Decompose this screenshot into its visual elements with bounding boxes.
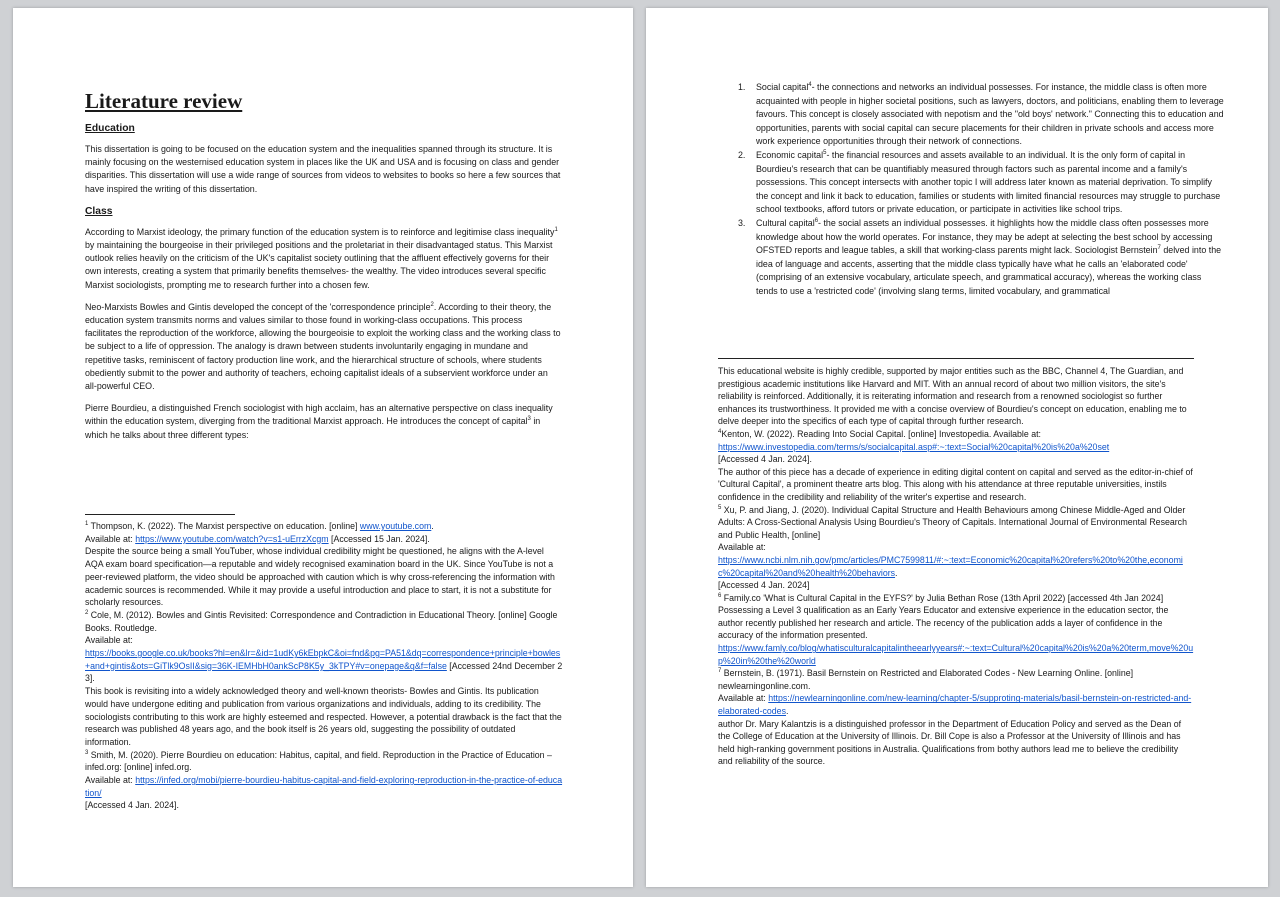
footnote-6-evaluation: Possessing a Level 3 qualification as an Early Years Educator and extensive experience in the education sector, the author recently published her research and article. The recency of the publication adds a layer of confidence in the accuracy of the information presented. <box>718 605 1169 641</box>
education-paragraph: This dissertation is going to be focused on the education system and the inequalities spanned through its structure. It is mainly focusing on the westernised education system in places like the UK and USA and is focusing on class and gender disparities. This dissertation will use a wide range of sources from videos to websites to books so here a few sources that have inspired the writing of this dissertation. <box>85 144 561 194</box>
footnote-2-availability: Available at: <box>85 635 133 646</box>
text-span: Family.co 'What is Cultural Capital in the EYFS?' by Julia Bethan Rose (13th April 2022) [accessed 4th Jan 2024] <box>721 592 1164 603</box>
footnote-2-evaluation: This book is revisiting into a widely acknowledged theory and well-known theorists- Bowles and Gintis. Its publication would have undergone editing and publication from various organizations and individuals, adding to its credibility. The sociologists contributing to this work are highly esteemed and respected. However, a potential drawback is the fact that the research was published 48 years ago, and the book itself is 26 years old, suggesting the possibility of outdated information. <box>85 686 562 747</box>
text-span: Available at: <box>85 775 136 786</box>
footnote-1-evaluation: Despite the source being a small YouTuber, whose individual credibility might be questioned, he aligns with the A-level AQA exam board specification—a reputable and widely recognised examination board in the UK. Since YouTube is not a peer-reviewed platform, the video should be approached with caution which is why cross-referencing the information with academic sources is recommended. While it may provide a useful introduction and place to start, it is not a substitute for scholarly resources. <box>85 546 555 608</box>
footnote-ref-3[interactable]: 3 <box>527 416 531 423</box>
footnote-marker: 5 <box>718 504 722 511</box>
footnote-2 <box>85 609 563 634</box>
list-number: 1. <box>738 82 746 92</box>
text-span: Cole, M. (2012). Bowles and Gintis Revisited: Correspondence and Contradiction in Educational Theory. [online] Google Books. Routledge. <box>85 609 558 633</box>
footnote-1-availability <box>85 533 563 546</box>
text-span: by maintaining the bourgeoise in their privileged positions and the proletariat in their disadvantaged status. This Marxist outlook relies heavily on the criticism of the UK's capitalist society outlining that the affluent effectively governs for their own interests, creating a system that primarily benefits themselves- the wealthy. The video introduces several specific Marxist sociologists, prompting me to research further into a chosen few. <box>85 240 553 290</box>
footnote-link[interactable]: https://www.famly.co/blog/whatisculturalcapitalintheearlyyears#:~:text=Cultural%20capital%20is%20a%20term,move%20up%20in%20the%20world <box>718 643 1194 666</box>
footnote-4 <box>718 428 1194 441</box>
text-span: [Accessed 24nd December 23]. <box>85 660 563 684</box>
footnote-6-link-line <box>718 642 1194 667</box>
footnote-link[interactable]: https://newlearningonline.com/new-learning/chapter-5/supproting-materials/basil-bernstein-on-restricted-and-elaborated-codes <box>718 693 1192 717</box>
footnote-marker: 6 <box>718 592 722 599</box>
footnote-3 <box>85 749 563 774</box>
footnote-marker: 1 <box>85 521 89 528</box>
footnote-4-evaluation: The author of this piece has a decade of experience in editing digital content on capital and served as the editor-in-chief of 'Cultural Capital', a prominent theatre arts blog. This along with his attendance at three reputable universities, instils confidence in the credibility and reliability of the writer's expertise and research. <box>718 466 1193 502</box>
page-1-body <box>85 88 561 451</box>
footnote-5-accessed: [Accessed 4 Jan. 2024] <box>718 580 810 591</box>
list-number: 2. <box>738 149 746 160</box>
class-heading: Class <box>85 205 113 217</box>
footnote-ref-6[interactable]: 6 <box>814 217 819 224</box>
footnotes-page-1 <box>85 520 563 812</box>
footnote-3-continued: This educational website is highly credible, supported by major entities such as the BBC, Channel 4, The Guardian, and prestigious academic institutions like Harvard and MIT. With an annual record of about two million visitors, the site's reliability is reinforced. Additionally, it is reiterating information and research from a renowned sociologist so further enhances its trustworthiness. It provided me with a concise overview of Bourdieu's concept on education, enabling me to delve deeper into the specifics of each type of capital through further research. <box>718 366 1187 427</box>
footnote-marker: 3 <box>85 749 89 756</box>
footnote-5-link-line <box>718 554 1194 579</box>
class-paragraph-3 <box>85 402 561 442</box>
footnote-link[interactable]: www.youtube.com <box>359 521 432 531</box>
footnote-separator <box>718 358 1194 359</box>
document-title: Literature review <box>85 89 243 113</box>
footnote-7-availability <box>718 692 1194 717</box>
footnote-5 <box>718 504 1194 542</box>
footnote-3-availability <box>85 774 563 799</box>
document-page-1 <box>13 8 633 887</box>
footnote-ref-7[interactable]: 7 <box>1157 245 1161 252</box>
text-span: - the social assets an individual possesses. it highlights how the middle class often possesses more knowledge about how the world operates. For instance, they may be adept at selecting the best school by accessing OFSTED reports and league tables, a skill that working-class parents might lack. Sociologist Bernstein <box>756 217 1213 256</box>
list-item <box>738 81 1224 149</box>
list-item <box>738 217 1224 299</box>
footnote-ref-5[interactable]: 5 <box>823 150 827 156</box>
footnote-marker: 4 <box>718 429 722 436</box>
footnote-2-link-line <box>85 647 563 685</box>
text-span: Economic capital <box>756 149 824 160</box>
text-span: Kenton, W. (2022). Reading Into Social Capital. [online] Investopedia. Available at: <box>721 428 1042 439</box>
text-span: . <box>895 567 898 578</box>
text-span: - the connections and networks an individual possesses. For instance, the middle class is often more acquainted with people in higher societal positions, such as lawyers, doctors, and politicians, enabling them to leverage favours. This concept is closely associated with nepotism and the "old boys' network." Connecting this to education and opportunities, parents with social capital can secure placements for their children in private schools and access more work experience opportunities through their network of connections. <box>756 82 1224 147</box>
list-item <box>738 149 1224 217</box>
document-page-2 <box>646 8 1268 887</box>
footnote-5-availability: Available at: <box>718 542 766 553</box>
footnote-marker: 7 <box>718 668 722 675</box>
footnote-link[interactable]: https://www.youtube.com/watch?v=s1-uErrzXcgm <box>135 533 329 544</box>
text-span: Available at: <box>85 533 136 544</box>
text-span: Xu, P. and Jiang, J. (2020). Individual Capital Structure and Health Behaviours among Chinese Middle-Aged and Older Adults: A Cross-Sectional Analysis Using Bourdieu's Theory of Capitals. International Journal of Environmental Research and Public Health, [online] <box>718 504 1187 540</box>
text-span: Available at: <box>718 693 769 704</box>
footnote-marker: 2 <box>85 610 89 616</box>
footnote-link[interactable]: https://infed.org/mobi/pierre-bourdieu-habitus-capital-and-field-exploring-reproduction-in-the-practice-of-education/ <box>85 775 563 798</box>
text-span: . According to their theory, the education system transmits norms and values similar to those found in working-class occupations. This process facilitates the reproduction of the workforce, allowing the bourgeoisie to exploit the working class and the working class to be subject to a life of oppression. The analogy is drawn between students involuntarily engaging in mundane and repetitive tasks, reminiscent of factory production line work, and the hierarchical structure of schools, where students obediently submit to the power and authority of teachers, echoing capitalist ideals of a subservient workforce under an all-powerful CEO. <box>85 301 561 392</box>
text-span: Smith, M. (2020). Pierre Bourdieu on education: Habitus, capital, and field. Reproduction in the Practice of Education – infed.org: [online] infed.org. <box>85 749 552 773</box>
text-span: Social capital <box>756 82 809 92</box>
footnotes-page-2 <box>718 365 1194 768</box>
text-span: delved into the idea of language and accents, asserting that the middle class typically have what he calls an 'elaborated code' (comprising of an extensive vocabulary, articulate speech, and grammatical accuracy), whereas the working class tends to use a 'restricted code' (involving slang terms, limited vocabulary, and grammatical <box>756 245 1222 296</box>
text-span: . <box>785 706 789 717</box>
text-span: - the financial resources and assets available to an individual. It is the only form of capital in Bourdieu's research that can be quantifiably measured through factors such as parental income and a family's possessions. This concept intersects with another topic I will address later known as material deprivation. To simplify the concept and link it back to education, families or students with limited financial resources may struggle to purchase school textbooks, afford tutors or private education, or participate in activities like school trips. <box>756 149 1221 215</box>
footnote-link[interactable]: https://books.google.co.uk/books?hl=en&lr=&id=1udKy6kEbpkC&oi=fnd&pg=PA51&dq=correspondence+principle+bowles+and+gintis&ots=GiTlk9OsII&sig=36K-IEMHbH0ankScP8K5y_3kTPY#v=onepage&q&f=false <box>85 648 561 671</box>
footnote-ref-1[interactable]: 1 <box>554 226 558 233</box>
footnote-3-accessed: [Accessed 4 Jan. 2024]. <box>85 800 179 811</box>
footnote-4-accessed: [Accessed 4 Jan. 2024]. <box>718 454 812 465</box>
footnote-link[interactable]: https://www.investopedia.com/terms/s/socialcapital.asp#:~:text=Social%20capital%20is%20a%20set <box>718 441 1110 452</box>
class-paragraph-2 <box>85 301 561 393</box>
text-span: Pierre Bourdieu, a distinguished French sociologist with high acclaim, has an alternative perspective on class inequality within the education system, diverging from the traditional Marxist approach. He introduces the concept of capital <box>85 403 553 427</box>
footnote-4-link-line <box>718 441 1194 454</box>
text-span: Thompson, K. (2022). The Marxist perspective on education. [online] <box>88 521 360 531</box>
footnote-1 <box>85 520 563 533</box>
footnote-7 <box>718 667 1194 692</box>
class-paragraph-1 <box>85 226 561 292</box>
capital-types-list <box>726 81 1224 299</box>
footnote-link[interactable]: https://www.ncbi.nlm.nih.gov/pmc/articles/PMC7599811/#:~:text=Economic%20capital%20refers%20to%20the,economic%20capital%20and%20health%20behaviors <box>718 554 1183 578</box>
text-span: According to Marxist ideology, the primary function of the education system is to reinforce and legitimise class inequality <box>85 226 555 237</box>
text-span: [Accessed 15 Jan. 2024]. <box>328 533 430 544</box>
footnote-6 <box>718 592 1194 605</box>
text-span: Cultural capital <box>756 217 815 228</box>
footnote-ref-2[interactable]: 2 <box>430 301 434 308</box>
footnote-ref-4[interactable]: 4 <box>808 82 812 89</box>
text-span: in which he talks about three different types: <box>85 416 541 440</box>
text-span: . <box>431 521 434 531</box>
education-heading: Education <box>85 123 135 134</box>
text-span: Bernstein, B. (1971). Basil Bernstein on Restricted and Elaborated Codes - New Learning Online. [online] newlearningonline.com. <box>718 668 1134 691</box>
footnote-separator <box>85 514 235 515</box>
list-number: 3. <box>738 217 746 228</box>
text-span: Neo-Marxists Bowles and Gintis developed the concept of the 'correspondence principle <box>85 301 431 312</box>
footnote-7-evaluation: author Dr. Mary Kalantzis is a distinguished professor in the Department of Education Policy and served as the Dean of the College of Education at the University of Illinois. Dr. Bill Cope is also a Professor at the University of Illinois and has held high-ranking government positions in Australia. Qualifications from bothy authors lead me to believe the credibility and reliability of the source. <box>718 718 1182 767</box>
